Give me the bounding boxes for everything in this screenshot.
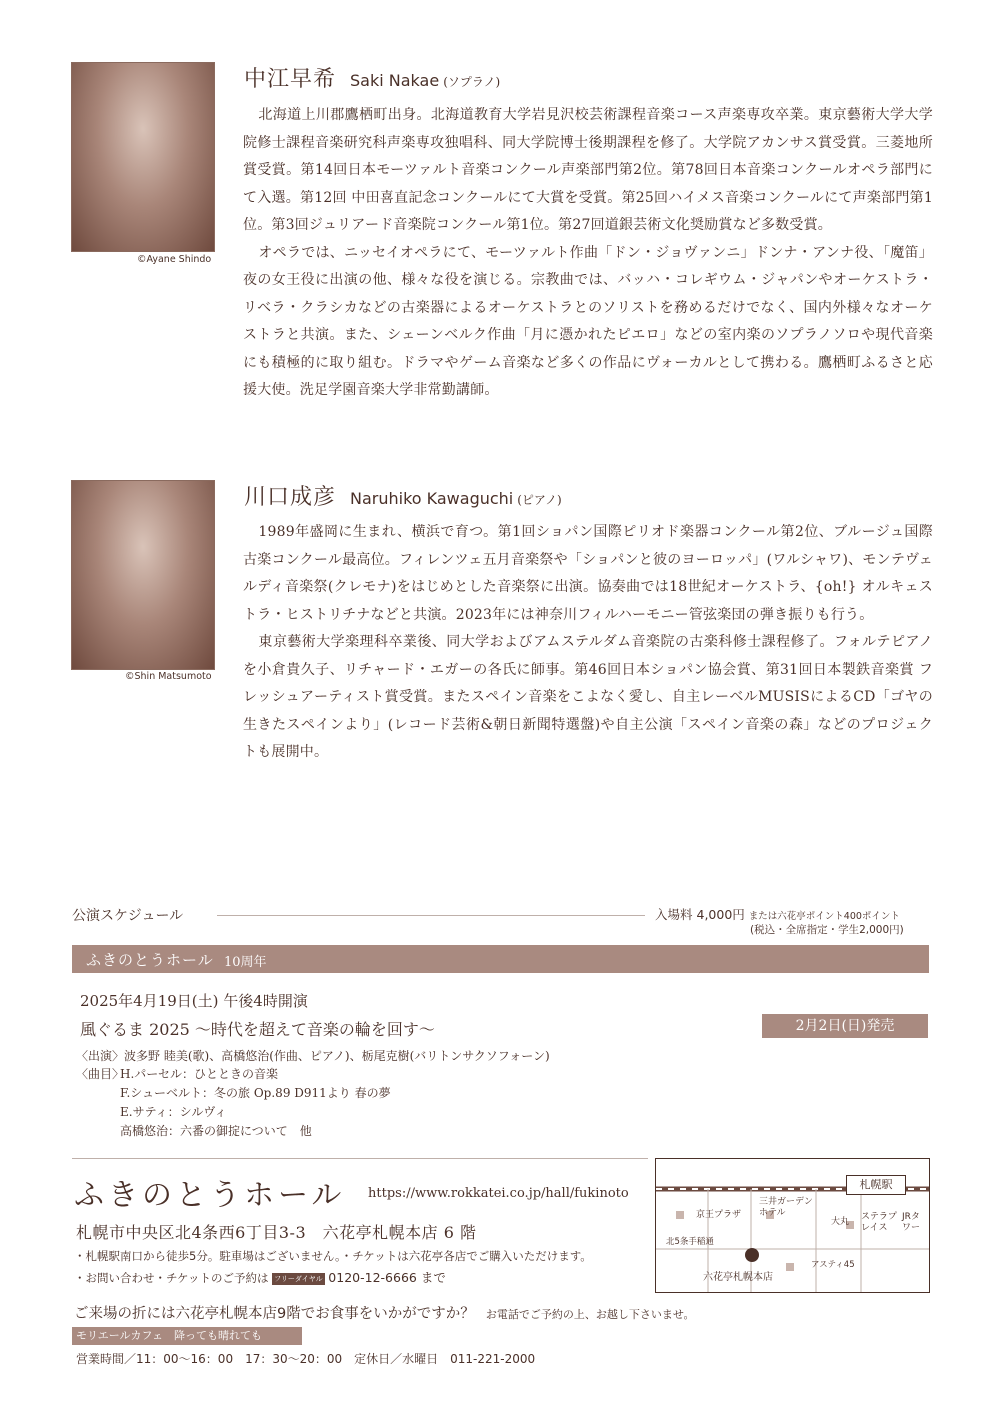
anniversary-band [72,945,929,973]
bio-paragraph: 東京藝術大学楽理科卒業後、同大学およびアムステルダム音楽院の古楽科修士課程修了。フォルテピアノを小倉貴久子、リチャード・エガーの各氏に師事。第46回日本ショパン協会賞、第31回日本製鉄音楽賞 フレッシュアーティスト賞受賞。またスペイン音楽をこよなく愛し、自主レーベルMUSISによるCD「ゴヤの生きたスペインより」(レコード芸術&朝日新聞特選盤)や自主公演「スペイン音楽の森」などのプロジェクトも展開中。 [243,634,933,760]
name-jp: 川口成彦 [244,485,337,510]
map-label: 北5条手稲通 [666,1237,714,1247]
access-map [655,1158,930,1293]
cafe-band: モリエールカフェ 降っても晴れても [72,1327,302,1345]
program-item: F.シューベルト：冬の旅 Op.89 D911より 春の夢 [120,1086,391,1100]
performers [76,1047,550,1064]
bio-paragraph: オペラでは、ニッセイオペラにて、モーツァルト作曲「ドン・ジョヴァンニ」ドンナ・アンナ役、「魔笛」夜の女王役に出演の他、様々な役を演じる。宗教曲では、バッハ・コレギウム・ジャパンやオーケストラ・リベラ・クラシカなどの古楽器によるオーケストラとのソリストを務めるだけでなく、国内外様々なオーケストラと共演。また、シェーンベルク作曲「月に憑かれたピエロ」などの室内楽のソプラノソロや現代音楽にも積極的に取り組む。ドラマやゲーム音楽など多くの作品にヴォーカルとして携わる。鷹栖町ふるさと応援大使。洗足学園音楽大学非常勤講師。 [243,244,933,398]
contact-tel: 0120-12-6666 まで [328,1270,446,1285]
concert-date: 2025年4月19日(土) 午後4時開演 [80,992,308,1010]
cafe-invite-text: ご来場の折には六花亭札幌本店9階でお食事をいかがですか？ [74,1306,475,1322]
map-label: 六花亭札幌本店 [703,1272,773,1283]
price-label: 入場料 [655,907,693,922]
divider [217,915,645,916]
cafe-hours: 営業時間／11：00〜16：00 17：30〜20：00 定休日／水曜日 011-221-2000 [76,1352,536,1366]
band-sub: 10周年 [224,955,267,970]
artist-name [244,480,562,511]
name-role: (ソプラノ) [443,75,501,89]
bio-paragraph: 1989年盛岡に生まれ、横浜で育つ。第1回ショパン国際ピリオド楽器コンクール第2位、ブルージュ国際古楽コンクール最高位。フィレンツェ五月音楽祭や「ショパンと彼のヨーロッパ」(ワルシャワ)、モンテヴェルディ音楽祭(クレモナ)をはじめとした音楽祭に出演。協奏曲では18世紀オーケストラ、{oh!} オルキェストラ・ヒストリチナなどと共演。2023年には神奈川フィルハーモニー管弦楽団の弾き振りも行う。 [243,524,933,623]
map-label: JRタワー [902,1212,921,1233]
map-label: ステラプレイス [861,1212,897,1233]
venue-logo: ふきのとうホール [74,1178,346,1213]
price-note: (税込・全席指定・学生2,000円) [750,924,904,936]
map-label: 三井ガーデンホテル [759,1197,813,1218]
photo-credit: ©Shin Matsumoto [125,671,212,682]
program-list [120,1065,391,1141]
artist-bio [243,519,933,767]
divider [72,1158,648,1159]
cafe-invite [74,1302,695,1323]
name-en: Naruhiko Kawaguchi [350,489,514,508]
schedule-heading: 公演スケジュール [72,908,184,924]
venue-contact [74,1268,446,1286]
artist-name [244,62,500,93]
concert-title: 風ぐるま 2025 〜時代を超えて音楽の輪を回す〜 [80,1020,435,1039]
venue-address: 札幌市中央区北4条西6丁目3-3 六花亭札幌本店 6 階 [76,1223,477,1242]
venue-note: ・札幌駅南口から徒歩5分。駐車場はございません。・チケットは六花亭各店でご購入いただけます。 [74,1249,592,1263]
shop-marker [745,1248,759,1262]
program-item: 高橋悠治：六番の御掟について 他 [120,1124,312,1138]
map-station: 札幌駅 [846,1175,906,1195]
name-jp: 中江早希 [244,67,337,92]
map-label: アスティ45 [811,1260,855,1270]
performers-list: 波多野 睦美(歌)、高橋悠治(作曲、ピアノ)、栃尾克樹(バリトンサクソフォーン) [124,1049,550,1063]
contact-note: ・お問い合わせ・チケットのご予約は [74,1271,269,1285]
name-en: Saki Nakae [350,71,440,90]
artist-photo-nakae [71,62,215,252]
price [655,905,900,923]
program-item: E.サティ：シルヴィ [120,1105,227,1119]
sale-badge: 2月2日(日)発売 [762,1014,928,1038]
venue-url[interactable]: https://www.rokkatei.co.jp/hall/fukinoto [368,1186,629,1201]
photo-credit: ©Ayane Shindo [137,254,212,265]
freedial-badge [272,1273,325,1285]
bio-paragraph: 北海道上川郡鷹栖町出身。北海道教育大学岩見沢校芸術課程音楽コース声楽専攻卒業。東京藝術大学大学院修士課程音楽研究科声楽専攻独唱科、同大学院博士後期課程を修了。大学院アカンサス賞受賞。三菱地所賞受賞。第14回日本モーツァルト音楽コンクール声楽部門第2位。第78回日本音楽コンクールオペラ部門にて入選。第12回 中田喜直記念コンクールにて大賞を受賞。第25回ハイメス音楽コンクールにて声楽部門第1位。第3回ジュリアード音楽院コンクール第1位。第27回道銀芸術文化奨励賞など多数受賞。 [243,107,933,233]
artist-photo-kawaguchi [71,480,215,670]
program-label: 〈曲目〉 [76,1067,125,1081]
artist-bio [243,102,933,405]
band-title: ふきのとうホール [86,951,214,969]
price-points: または六花亭ポイント400ポイント [748,911,900,922]
map-label: 京王プラザ [696,1210,742,1220]
program-item: H.パーセル：ひとときの音楽 [120,1067,279,1081]
map-label: 大丸 [831,1217,850,1227]
price-value: 4,000円 [696,907,745,922]
name-role: (ピアノ) [517,493,562,507]
cafe-invite-note: お電話でご予約の上、お越し下さいませ。 [485,1308,695,1321]
performers-label: 〈出演〉 [76,1049,125,1063]
freedial-label: フリーダイヤル [274,1274,323,1283]
